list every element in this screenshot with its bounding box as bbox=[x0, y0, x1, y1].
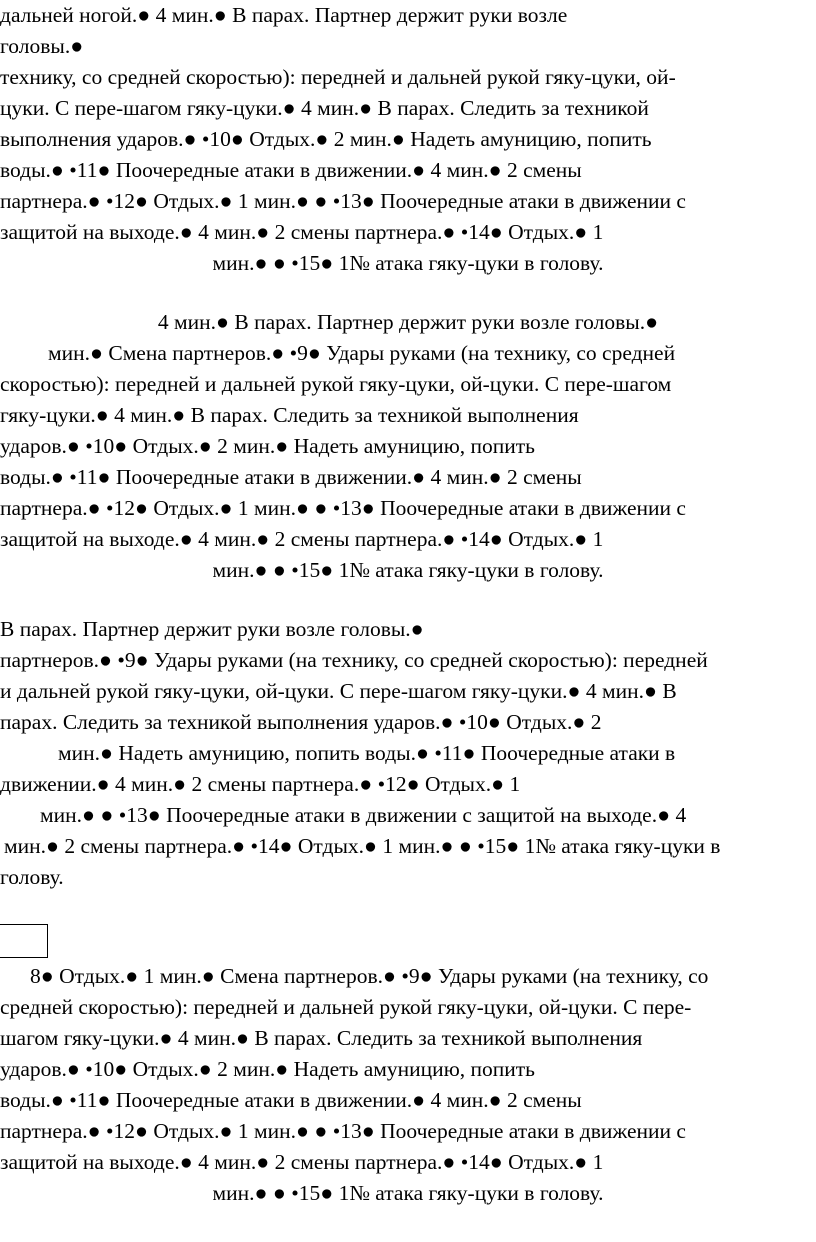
text-line: партнера.● •12● Отдых.● 1 мин.● ● •13● Поочередные атаки в движении с bbox=[0, 496, 686, 520]
text-line: защитой на выходе.● 4 мин.● 2 смены партнера.● •14● Отдых.● 1 bbox=[0, 527, 604, 551]
text-line: ударов.● •10● Отдых.● 2 мин.● Надеть амуницию, попить bbox=[0, 1057, 535, 1081]
text-line: движении.● 4 мин.● 2 смены партнера.● •12● Отдых.● 1 bbox=[0, 772, 521, 796]
text-line: цуки. С пере-шагом гяку-цуки.● 4 мин.● В парах. Следить за техникой bbox=[0, 96, 649, 120]
text-line: защитой на выходе.● 4 мин.● 2 смены партнера.● •14● Отдых.● 1 bbox=[0, 1150, 604, 1174]
text-line: шагом гяку-цуки.● 4 мин.● В парах. Следить за техникой выполнения bbox=[0, 1026, 643, 1050]
text-line: мин.● ● •15● 1№ атака гяку-цуки в голову. bbox=[212, 1181, 604, 1205]
text-line: мин.● ● •13● Поочередные атаки в движении с защитой на выходе.● 4 bbox=[40, 803, 687, 827]
text-line: ударов.● •10● Отдых.● 2 мин.● Надеть амуницию, попить bbox=[0, 434, 535, 458]
text-line: дальней ногой.● 4 мин.● В парах. Партнер держит руки возле bbox=[0, 3, 568, 27]
text-line: голову. bbox=[0, 865, 64, 889]
text-line: выполнения ударов.● •10● Отдых.● 2 мин.● Надеть амуницию, попить bbox=[0, 127, 652, 151]
text-line: средней скоростью): передней и дальней рукой гяку-цуки, ой-цуки. С пере- bbox=[0, 995, 692, 1019]
text-line: мин.● 2 смены партнера.● •14● Отдых.● 1 мин.● ● •15● 1№ атака гяку-цуки в bbox=[4, 834, 721, 858]
text-line: партнеров.● •9● Удары руками (на технику, со средней скоростью): передней bbox=[0, 648, 708, 672]
text-line: мин.● ● •15● 1№ атака гяку-цуки в голову. bbox=[212, 251, 604, 275]
text-line: партнера.● •12● Отдых.● 1 мин.● ● •13● Поочередные атаки в движении с bbox=[0, 189, 686, 213]
text-line: партнера.● •12● Отдых.● 1 мин.● ● •13● Поочередные атаки в движении с bbox=[0, 1119, 686, 1143]
text-line: 8● Отдых.● 1 мин.● Смена партнеров.● •9● Удары руками (на технику, со bbox=[30, 964, 709, 988]
text-line: мин.● Смена партнеров.● •9● Удары руками (на технику, со средней bbox=[48, 341, 676, 365]
text-line: гяку-цуки.● 4 мин.● В парах. Следить за техникой выполнения bbox=[0, 403, 579, 427]
text-line: воды.● •11● Поочередные атаки в движении.● 4 мин.● 2 смены bbox=[0, 1088, 582, 1112]
text-line: защитой на выходе.● 4 мин.● 2 смены партнера.● •14● Отдых.● 1 bbox=[0, 220, 604, 244]
text-line: воды.● •11● Поочередные атаки в движении.● 4 мин.● 2 смены bbox=[0, 158, 582, 182]
text-line: 4 мин.● В парах. Партнер держит руки возле головы.● bbox=[157, 310, 659, 334]
text-line: парах. Следить за техникой выполнения ударов.● •10● Отдых.● 2 bbox=[0, 710, 602, 734]
text-line: мин.● ● •15● 1№ атака гяку-цуки в голову. bbox=[212, 558, 604, 582]
text-line: скоростью): передней и дальней рукой гяку-цуки, ой-цуки. С пере-шагом bbox=[0, 372, 672, 396]
text-line: воды.● •11● Поочередные атаки в движении.● 4 мин.● 2 смены bbox=[0, 465, 582, 489]
empty-box bbox=[0, 924, 48, 958]
text-line: и дальней рукой гяку-цуки, ой-цуки. С пере-шагом гяку-цуки.● 4 мин.● В bbox=[0, 679, 677, 703]
text-line: В парах. Партнер держит руки возле головы.● bbox=[0, 617, 424, 641]
text-line: головы.● bbox=[0, 34, 84, 58]
text-line: технику, со средней скоростью): передней и дальней рукой гяку-цуки, ой- bbox=[0, 65, 676, 89]
text-line: мин.● Надеть амуницию, попить воды.● •11● Поочередные атаки в bbox=[58, 741, 676, 765]
